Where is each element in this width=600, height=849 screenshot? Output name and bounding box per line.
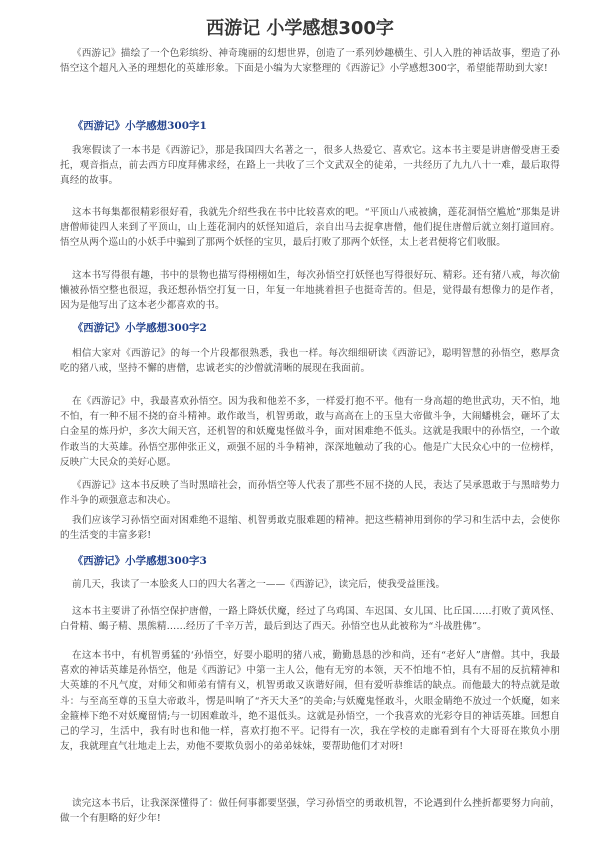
section-heading: 《西游记》小学感想300字1 bbox=[72, 120, 207, 132]
page-title: 西游记 小学感想300字 bbox=[206, 18, 394, 39]
section-2-para-4 bbox=[60, 513, 560, 543]
section-heading: 《西游记》小学感想300字3 bbox=[72, 555, 207, 567]
intro-paragraph: 《西游记》描绘了一个色彩缤纷、神奇瑰丽的幻想世界，创造了一系列妙趣横生、引人入胜的神话故事，塑造了孙悟空这个超凡入圣的理想化的英雄形象。下面是小编为大家整理的《西游记》小学感想300字，希望能帮助到大家! bbox=[60, 48, 560, 75]
intro-block bbox=[60, 46, 560, 76]
section-1-para-2 bbox=[60, 205, 560, 251]
section-1-para-3 bbox=[60, 268, 560, 314]
section-3-para-1 bbox=[60, 577, 560, 592]
section-2-para-1 bbox=[60, 346, 560, 376]
paragraph: 在《西游记》中，我最喜欢孙悟空。因为我和他差不多，一样爱打抱不平。他有一身高超的绝世武功，天不怕，地不怕，有一种不屈不挠的奋斗精神。敢作敢当，机智勇敢，敢与高高在上的玉皇大帝做斗争，大闹蟠桃会，砸坏了太白金星的炼丹炉，多次大闹天宫，还机智的和妖魔鬼怪做斗争，面对困难绝不低头。这就是我眼中的孙悟空，一个敢作敢当的大英雄。孙悟空那伸张正义，顽强不屈的斗争精神，深深地触动了我的心。他是广大民众心中的一位榜样，反映广大民众的美好心愿。 bbox=[60, 396, 560, 468]
section-heading: 《西游记》小学感想300字2 bbox=[72, 322, 207, 334]
paragraph: 我们应该学习孙悟空面对困难绝不退缩、机智勇敢克服难题的精神。把这些精神用到你的学习和生活中去，会使你的生活变的丰富多彩! bbox=[60, 515, 560, 542]
section-1-para-1 bbox=[60, 143, 560, 189]
section-1 bbox=[60, 118, 560, 134]
paragraph: 这本书写得很有趣，书中的景物也描写得栩栩如生，每次孙悟空打妖怪也写得很好玩、精彩。还有猪八戒，每次偷懒被孙悟空整也很逗，我还想孙悟空打复一日，年复一年地挑着担子也挺奇苦的。但是，觉得最有想像力的是作者，因为是他写出了这本老少都喜欢的书。 bbox=[60, 270, 560, 312]
section-3-para-3 bbox=[60, 648, 560, 754]
section-2-para-2 bbox=[60, 394, 560, 470]
paragraph: 在这本书中，有机智勇猛的‘孙悟空，好耍小聪明的猪八戒，勤勤恳恳的沙和尚，还有“老好人”唐僧。其中，我最喜欢的神话英雄是孙悟空，他是《西游记》中第一主人公，他有无穷的本领，天不怕地不怕，具有不屈的反抗精神和大英雄的不凡气度，对师父和师弟有情有义，机智勇敢又诙谐好闹，但有爱听恭维话的缺点。而他最大的特点就是敢斗：与至高至尊的玉皇大帝敢斗，愣是叫响了“齐天大圣”的美命;与妖魔鬼怪敢斗，火眼金睛绝不放过一个妖魔，如来金箍棒下绝不对妖魔留情;与一切困难敢斗，绝不退低头。这就是孙悟空，一个我喜欢的光彩夺目的神话英雄。回想自己的学习，生活中，我有时也和他一样，喜欢打抱不平。记得有一次，我在学校的走廊看到有个大哥哥在欺负小朋友，我就理直气壮地走上去，劝他不要欺负弱小的弟弟妹妹，要帮助他们才对呀! bbox=[60, 650, 560, 753]
section-2-para-3 bbox=[60, 478, 560, 508]
paragraph: 前几天，我读了一本脍炙人口的四大名著之一——《西游记》，读完后，使我受益匪浅。 bbox=[72, 579, 446, 590]
section-3-para-2 bbox=[60, 604, 560, 634]
paragraph: 相信大家对《西游记》的每一个片段都很熟悉，我也一样。每次细细研读《西游记》，聪明智慧的孙悟空，憨厚贪吃的猪八戒，坚持不懈的唐僧，忠诚老实的沙僧就清晰的展现在我面前。 bbox=[60, 348, 560, 375]
section-3-para-4 bbox=[60, 796, 560, 826]
section-2 bbox=[60, 320, 560, 336]
paragraph: 这本书每集都很精彩很好看，我就先介绍些我在书中比较喜欢的吧。“平顶山八戒被擒，莲花洞悟空尴尬”那集是讲唐僧师徒四人来到了平顶山，山上莲花洞内的妖怪知道后，亲自出马去捉拿唐僧，他们捉住唐僧后就立刻打道回府。悟空从两个巡山的小妖手中骗到了那两个妖怪的宝贝，最后打败了那两个妖怪，太上老君便将它们收服。 bbox=[60, 207, 560, 249]
paragraph: 《西游记》这本书反映了当时黑暗社会，而孙悟空等人代表了那些不屈不挠的人民，表达了吴承恩敢于与黑暗势力作斗争的顽强意志和决心。 bbox=[60, 480, 560, 507]
section-3 bbox=[60, 553, 560, 569]
paragraph: 这本书主要讲了孙悟空保护唐僧，一路上降妖伏魔，经过了乌鸡国、车迟国、女儿国、比丘国……打败了黄风怪、白骨精、蝎子精、黑熊精……经历了千辛万苦，最后到达了西天。孙悟空也从此被称为“斗战胜佛”。 bbox=[60, 606, 560, 633]
paragraph: 我寒假读了一本书是《西游记》，那是我国四大名著之一，很多人热爱它、喜欢它。这本书主要是讲唐僧受唐王委托，观音指点，前去西方印度拜佛求经，在路上一共收了三个文武双全的徒弟，一共经历了九九八十一难，最后取得真经的故事。 bbox=[60, 145, 560, 187]
paragraph: 读完这本书后，让我深深懂得了：做任何事都要坚强，学习孙悟空的勇敢机智，不论遇到什么挫折都要努力向前，做一个有胆略的好少年! bbox=[60, 798, 560, 825]
